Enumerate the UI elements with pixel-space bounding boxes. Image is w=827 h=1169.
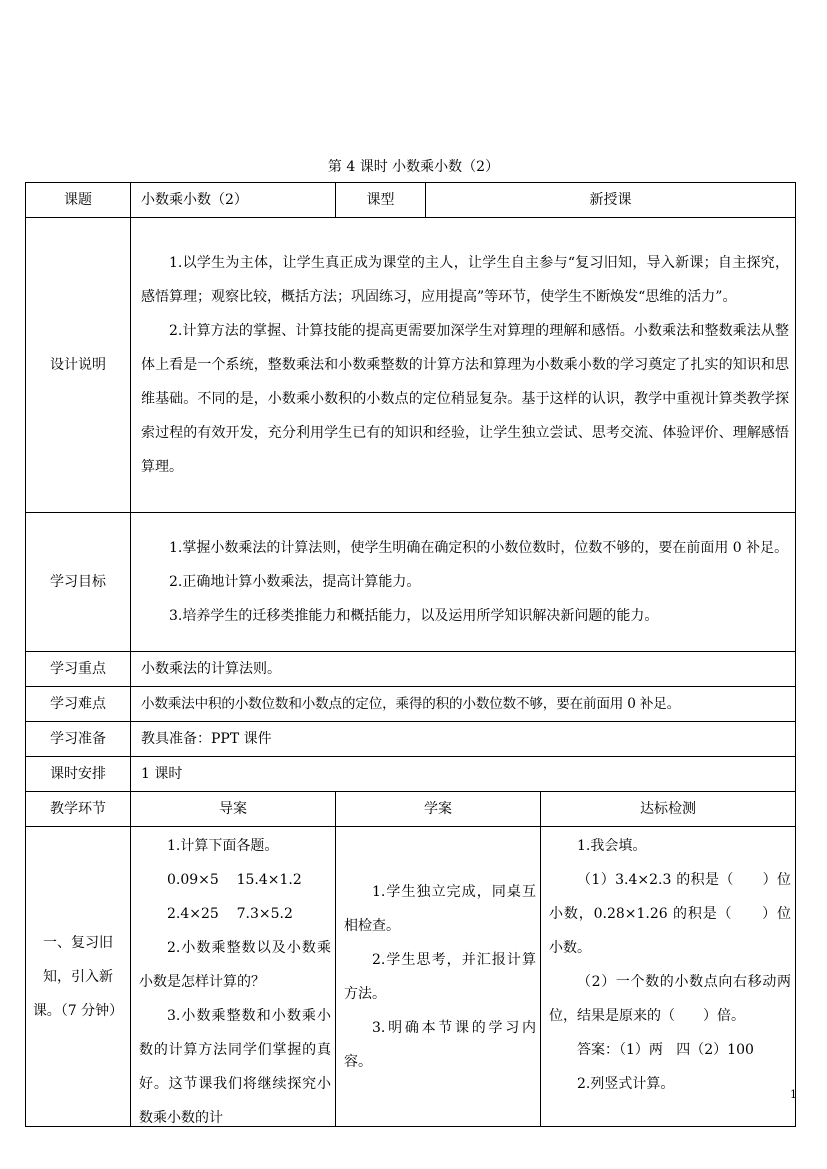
design-row	[26, 218, 796, 513]
key-point-row	[26, 652, 796, 687]
type-value: 新授课	[426, 183, 796, 218]
topic-label: 课题	[26, 183, 131, 218]
guide-line: 2.小数乘整数以及小数乘小数是怎样计算的？	[139, 940, 331, 990]
difficulty-label: 学习难点	[26, 687, 131, 722]
difficulty-row	[26, 687, 796, 722]
type-label: 课型	[336, 183, 426, 218]
goals-row	[26, 513, 796, 652]
goals-content	[131, 513, 796, 652]
section-1-step: 一、复习旧知，引入新课。（7 分钟）	[26, 827, 131, 1127]
design-paragraph-1: 1.以学生为主体，让学生真正成为课堂的主人，让学生自主参与“复习旧知，导入新课；自主探究，感悟算理；观察比较，概括方法；巩固练习，应用提高”等环节，使学生不断焕发“思维的活力”。	[141, 255, 789, 305]
design-paragraph-2: 2.计算方法的掌握、计算技能的提高更需要加深学生对算理的理解和感悟。小数乘法和整数乘法从整体上看是一个系统，整数乘法和小数乘整数的计算方法和算理为小数乘小数的学习奠定了扎实的知识和思维基础。不同的是，小数乘小数积的小数点的定位稍显复杂。基于这样的认识，教学中重视计算类教学探索过程的有效开发，充分利用学生已有的知识和经验，让学生独立尝试、思考交流、体验评价、理解感悟算理。	[141, 323, 789, 475]
goal-item: 2.正确地计算小数乘法，提高计算能力。	[169, 574, 421, 590]
section-header-row	[26, 792, 796, 827]
guide-header: 导案	[131, 792, 336, 827]
prep-row	[26, 722, 796, 757]
section-1-guide	[131, 827, 336, 1127]
study-header: 学案	[336, 792, 541, 827]
section-1-row	[26, 827, 796, 1127]
check-line: 1.我会填。	[577, 838, 647, 854]
goals-label: 学习目标	[26, 513, 131, 652]
check-header: 达标检测	[541, 792, 796, 827]
guide-line: 0.09×5 15.4×1.2	[167, 872, 302, 888]
check-line: （2）一个数的小数点向右移动两位，结果是原来的（ ）倍。	[549, 974, 791, 1024]
schedule-row	[26, 757, 796, 792]
prep-value: 教具准备：PPT 课件	[131, 722, 796, 757]
topic-value: 小数乘小数（2）	[131, 183, 336, 218]
goal-item: 3.培养学生的迁移类推能力和概括能力，以及运用所学知识解决新问题的能力。	[169, 608, 659, 624]
goal-item: 1.掌握小数乘法的计算法则，使学生明确在确定积的小数位数时，位数不够的，要在前面用 0 补足。	[169, 540, 789, 556]
page-title: 第 4 课时 小数乘小数（2）	[327, 159, 500, 175]
page-number: 1	[790, 1088, 797, 1101]
check-answer: 答案：（1）两 四（2）100	[577, 1042, 754, 1058]
guide-line: 1.计算下面各题。	[167, 838, 279, 854]
lesson-plan-table	[25, 182, 796, 1127]
difficulty-value: 小数乘法中积的小数位数和小数点的定位，乘得的积的小数位数不够，要在前面用 0 补足。	[131, 687, 796, 722]
guide-line: 2.4×25 7.3×5.2	[167, 906, 293, 922]
prep-label: 学习准备	[26, 722, 131, 757]
study-line: 2.学生思考，并汇报计算方法。	[344, 951, 536, 1002]
study-line: 1.学生独立完成，同桌互相检查。	[344, 883, 536, 934]
study-line: 3.明确本节课的学习内容。	[344, 1019, 536, 1070]
step-header: 教学环节	[26, 792, 131, 827]
section-1-check	[541, 827, 796, 1127]
check-line: 2.列竖式计算。	[577, 1076, 675, 1092]
topic-row	[26, 183, 796, 218]
key-point-value: 小数乘法的计算法则。	[131, 652, 796, 687]
key-point-label: 学习重点	[26, 652, 131, 687]
design-content	[131, 218, 796, 513]
guide-line: 3.小数乘整数和小数乘小数的计算方法同学们掌握的真好。这节课我们将继续探究小数乘小数的计	[139, 1008, 331, 1126]
schedule-value: 1 课时	[131, 757, 796, 792]
design-label: 设计说明	[26, 218, 131, 513]
check-line: （1）3.4×2.3 的积是（ ）位小数，0.28×1.26 的积是（ ）位小数。	[549, 872, 791, 956]
schedule-label: 课时安排	[26, 757, 131, 792]
section-1-study	[336, 827, 541, 1127]
